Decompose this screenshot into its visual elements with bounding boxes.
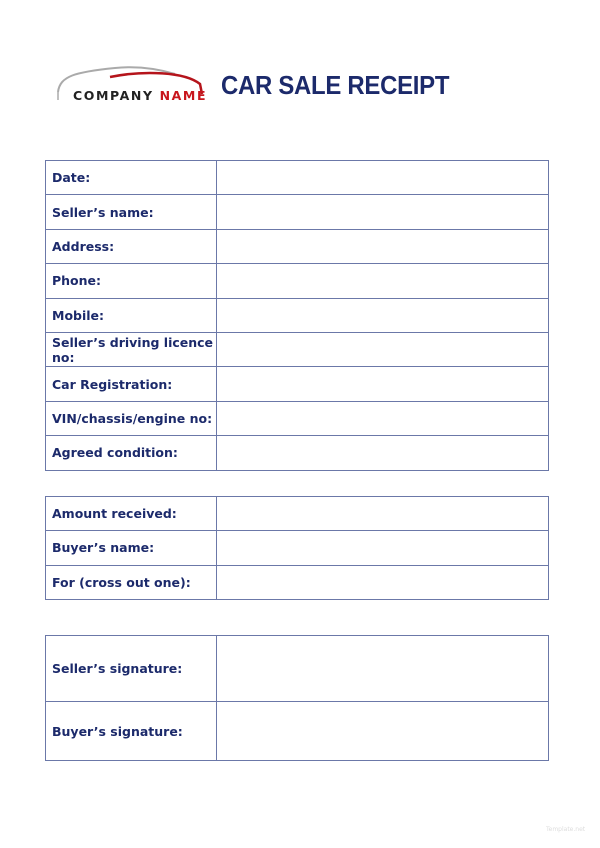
table-row — [46, 264, 549, 298]
vehicle-details-table — [45, 160, 549, 471]
payment-table — [45, 496, 549, 600]
field-value[interactable] — [217, 401, 549, 435]
table-row — [46, 565, 549, 599]
table-row — [46, 436, 549, 470]
field-value[interactable] — [217, 229, 549, 263]
field-label: VIN/chassis/engine no: — [46, 401, 217, 435]
field-label: Phone: — [46, 264, 217, 298]
table-row — [46, 195, 549, 229]
field-label: Date: — [46, 161, 217, 195]
company-text: COMPANY — [73, 88, 154, 103]
field-value[interactable] — [217, 702, 549, 761]
field-value[interactable] — [217, 531, 549, 565]
field-value[interactable] — [217, 497, 549, 531]
field-label: Amount received: — [46, 497, 217, 531]
table-row — [46, 332, 549, 366]
field-value[interactable] — [217, 367, 549, 401]
table-row — [46, 401, 549, 435]
name-text: NAME — [159, 88, 208, 103]
table-row — [46, 161, 549, 195]
field-value[interactable] — [217, 636, 549, 702]
field-label: Mobile: — [46, 298, 217, 332]
field-value[interactable] — [217, 298, 549, 332]
field-value[interactable] — [217, 195, 549, 229]
field-value[interactable] — [217, 264, 549, 298]
page-title: CAR SALE RECEIPT — [221, 70, 450, 100]
table-row — [46, 497, 549, 531]
table-row — [46, 298, 549, 332]
field-label: Buyer’s signature: — [46, 702, 217, 761]
field-label: Seller’s signature: — [46, 636, 217, 702]
field-value[interactable] — [217, 436, 549, 470]
field-label: For (cross out one): — [46, 565, 217, 599]
field-value[interactable] — [217, 161, 549, 195]
table-row — [46, 702, 549, 761]
field-value[interactable] — [217, 565, 549, 599]
watermark: Template.net — [546, 826, 586, 833]
field-label: Seller’s name: — [46, 195, 217, 229]
company-logo — [55, 62, 215, 107]
field-label: Address: — [46, 229, 217, 263]
signature-table — [45, 635, 549, 761]
field-label: Seller’s driving licence no: — [46, 332, 217, 366]
field-label: Car Registration: — [46, 367, 217, 401]
table-row — [46, 636, 549, 702]
table-row — [46, 229, 549, 263]
table-row — [46, 367, 549, 401]
field-label: Agreed condition: — [46, 436, 217, 470]
field-label: Buyer’s name: — [46, 531, 217, 565]
table-row — [46, 531, 549, 565]
field-value[interactable] — [217, 332, 549, 366]
